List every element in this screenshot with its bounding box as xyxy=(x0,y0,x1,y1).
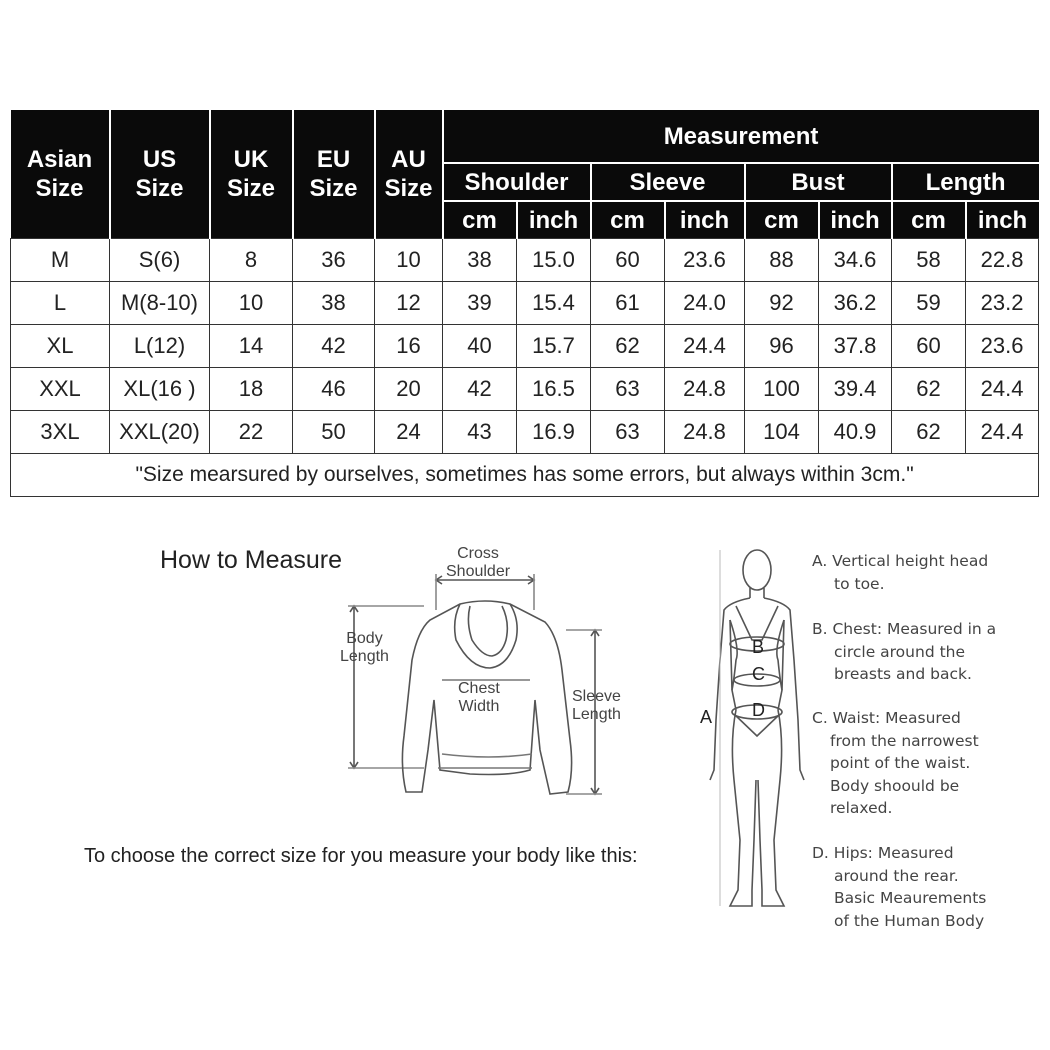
header-unit-inch: inch xyxy=(517,201,591,239)
table-cell: 34.6 xyxy=(819,239,892,282)
table-cell: 37.8 xyxy=(819,325,892,368)
body-letter-d: D xyxy=(752,700,765,720)
cross-shoulder-label: Cross Shoulder xyxy=(446,545,511,580)
table-cell: XXL(20) xyxy=(110,411,210,454)
table-cell: 16.5 xyxy=(517,368,591,411)
table-cell: 92 xyxy=(745,282,819,325)
table-cell: 60 xyxy=(591,239,665,282)
header-unit-cm: cm xyxy=(443,201,517,239)
table-cell: 24.8 xyxy=(665,411,745,454)
choose-size-instruction: To choose the correct size for you measure your body like this: xyxy=(84,845,638,867)
header-measurement: Measurement xyxy=(443,110,1039,163)
table-cell: 10 xyxy=(210,282,293,325)
table-cell: 24.0 xyxy=(665,282,745,325)
table-cell: 22.8 xyxy=(966,239,1039,282)
body-outline-illustration xyxy=(700,540,810,920)
description-b: B. Chest: Measured in a circle around the breasts and back. xyxy=(812,620,997,683)
table-cell: 62 xyxy=(892,411,966,454)
table-cell: 59 xyxy=(892,282,966,325)
table-cell: XXL xyxy=(11,368,110,411)
table-cell: 20 xyxy=(375,368,443,411)
table-cell: 23.6 xyxy=(665,239,745,282)
table-cell: 50 xyxy=(293,411,375,454)
size-chart-table xyxy=(10,110,1039,497)
body-letter-c: C xyxy=(752,664,765,684)
table-cell: 36 xyxy=(293,239,375,282)
header-unit-inch: inch xyxy=(966,201,1039,239)
table-cell: 8 xyxy=(210,239,293,282)
table-cell: 63 xyxy=(591,411,665,454)
body-length-label: Body Length xyxy=(340,630,389,665)
body-letter-a: A xyxy=(700,707,713,727)
table-cell: 40 xyxy=(443,325,517,368)
table-cell: 24.4 xyxy=(966,368,1039,411)
table-cell: XL(16 ) xyxy=(110,368,210,411)
table-cell: 40.9 xyxy=(819,411,892,454)
table-cell: 22 xyxy=(210,411,293,454)
table-row xyxy=(11,368,1039,411)
header-shoulder: Shoulder xyxy=(443,163,591,201)
table-cell: 42 xyxy=(293,325,375,368)
body-letter-b: B xyxy=(752,637,765,657)
table-cell: 16.9 xyxy=(517,411,591,454)
table-cell: 24.4 xyxy=(665,325,745,368)
header-unit-cm: cm xyxy=(892,201,966,239)
header-bust: Bust xyxy=(745,163,892,201)
table-cell: 10 xyxy=(375,239,443,282)
table-cell: M(8-10) xyxy=(110,282,210,325)
table-cell: 62 xyxy=(892,368,966,411)
table-cell: 3XL xyxy=(11,411,110,454)
header-uk-size: UK Size xyxy=(210,110,293,239)
table-cell: 38 xyxy=(293,282,375,325)
table-row xyxy=(11,325,1039,368)
sleeve-length-label: Sleeve Length xyxy=(572,688,621,723)
table-cell: 39 xyxy=(443,282,517,325)
header-asian-size: Asian Size xyxy=(11,110,110,239)
measurement-note: "Size mearsured by ourselves, sometimes has some errors, but always within 3cm." xyxy=(11,454,1039,497)
table-body xyxy=(11,239,1039,497)
table-cell: 58 xyxy=(892,239,966,282)
table-cell: 15.4 xyxy=(517,282,591,325)
table-cell: L xyxy=(11,282,110,325)
header-unit-inch: inch xyxy=(665,201,745,239)
description-c: C. Waist: Measured from the narrowest point of the waist. Body shoould be relaxed. xyxy=(812,709,979,817)
table-row xyxy=(11,411,1039,454)
table-cell: 63 xyxy=(591,368,665,411)
table-cell: 36.2 xyxy=(819,282,892,325)
header-eu-size: EU Size xyxy=(293,110,375,239)
table-cell: 100 xyxy=(745,368,819,411)
description-d: D. Hips: Measured around the rear. Basic Meaurements of the Human Body xyxy=(812,844,987,930)
header-us-size: US Size xyxy=(110,110,210,239)
table-cell: 43 xyxy=(443,411,517,454)
description-a: A. Vertical height head to toe. xyxy=(812,552,989,593)
table-cell: 15.0 xyxy=(517,239,591,282)
note-row xyxy=(11,454,1039,497)
table-cell: 96 xyxy=(745,325,819,368)
table-cell: 18 xyxy=(210,368,293,411)
table-cell: 88 xyxy=(745,239,819,282)
table-cell: S(6) xyxy=(110,239,210,282)
table-cell: XL xyxy=(11,325,110,368)
table-cell: 23.6 xyxy=(966,325,1039,368)
header-sleeve: Sleeve xyxy=(591,163,745,201)
header-au-size: AU Size xyxy=(375,110,443,239)
table-cell: 42 xyxy=(443,368,517,411)
table-cell: 60 xyxy=(892,325,966,368)
table-cell: 46 xyxy=(293,368,375,411)
header-unit-inch: inch xyxy=(819,201,892,239)
table-cell: 24.8 xyxy=(665,368,745,411)
table-cell: 39.4 xyxy=(819,368,892,411)
table-cell: L(12) xyxy=(110,325,210,368)
how-to-measure-title: How to Measure xyxy=(160,546,343,574)
table-cell: 24 xyxy=(375,411,443,454)
table-cell: 104 xyxy=(745,411,819,454)
header-unit-cm: cm xyxy=(745,201,819,239)
chest-width-label: Chest Width xyxy=(458,680,500,715)
table-cell: 16 xyxy=(375,325,443,368)
table-row xyxy=(11,282,1039,325)
table-cell: 61 xyxy=(591,282,665,325)
table-cell: 15.7 xyxy=(517,325,591,368)
table-cell: M xyxy=(11,239,110,282)
header-length: Length xyxy=(892,163,1039,201)
table-cell: 24.4 xyxy=(966,411,1039,454)
table-row xyxy=(11,239,1039,282)
table-cell: 62 xyxy=(591,325,665,368)
table-cell: 23.2 xyxy=(966,282,1039,325)
table-cell: 12 xyxy=(375,282,443,325)
table-cell: 38 xyxy=(443,239,517,282)
header-unit-cm: cm xyxy=(591,201,665,239)
table-cell: 14 xyxy=(210,325,293,368)
